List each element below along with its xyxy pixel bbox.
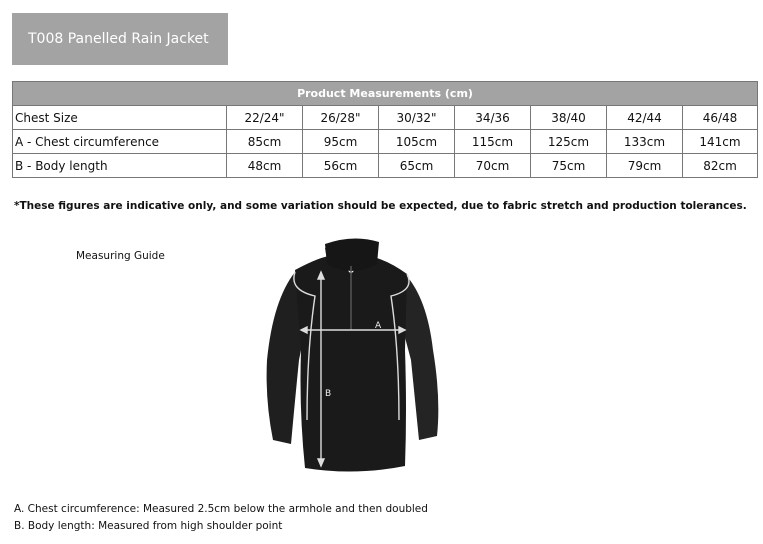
- table-cell: 105cm: [379, 130, 455, 154]
- footnote-a: A. Chest circumference: Measured 2.5cm below the armhole and then doubled: [14, 503, 428, 515]
- table-row: [13, 106, 758, 130]
- measuring-guide-label: Measuring Guide: [76, 250, 165, 262]
- table-cell: 65cm: [379, 154, 455, 178]
- table-cell: 141cm: [683, 130, 758, 154]
- table-cell: 38/40: [531, 106, 607, 130]
- table-cell: 115cm: [455, 130, 531, 154]
- table-cell: 82cm: [683, 154, 758, 178]
- label-a: A: [375, 321, 382, 331]
- table-cell: 48cm: [227, 154, 303, 178]
- table-row: [13, 154, 758, 178]
- jacket-collar: [325, 238, 379, 271]
- table-row: [13, 130, 758, 154]
- table-cell: 56cm: [303, 154, 379, 178]
- table-cell: 85cm: [227, 130, 303, 154]
- table-cell: 95cm: [303, 130, 379, 154]
- table-cell: 133cm: [607, 130, 683, 154]
- row-label: Chest Size: [13, 106, 227, 130]
- table-cell: 79cm: [607, 154, 683, 178]
- table-cell: 42/44: [607, 106, 683, 130]
- table-caption: Product Measurements (cm): [13, 82, 758, 106]
- jacket-diagram: [255, 230, 455, 482]
- row-label: B - Body length: [13, 154, 227, 178]
- table-cell: 22/24": [227, 106, 303, 130]
- label-b: B: [325, 389, 332, 399]
- table-cell: 26/28": [303, 106, 379, 130]
- disclaimer-note: *These figures are indicative only, and some variation should be expected, due to fabric stretch and production tolerances.: [14, 200, 747, 212]
- table-cell: 34/36: [455, 106, 531, 130]
- table-cell: 30/32": [379, 106, 455, 130]
- table-cell: 70cm: [455, 154, 531, 178]
- table-cell: 46/48: [683, 106, 758, 130]
- row-label: A - Chest circumference: [13, 130, 227, 154]
- footnote-b: B. Body length: Measured from high shoulder point: [14, 520, 283, 532]
- measurements-table: [12, 81, 758, 178]
- table-cell: 75cm: [531, 154, 607, 178]
- product-title: T008 Panelled Rain Jacket: [12, 13, 228, 65]
- table-cell: 125cm: [531, 130, 607, 154]
